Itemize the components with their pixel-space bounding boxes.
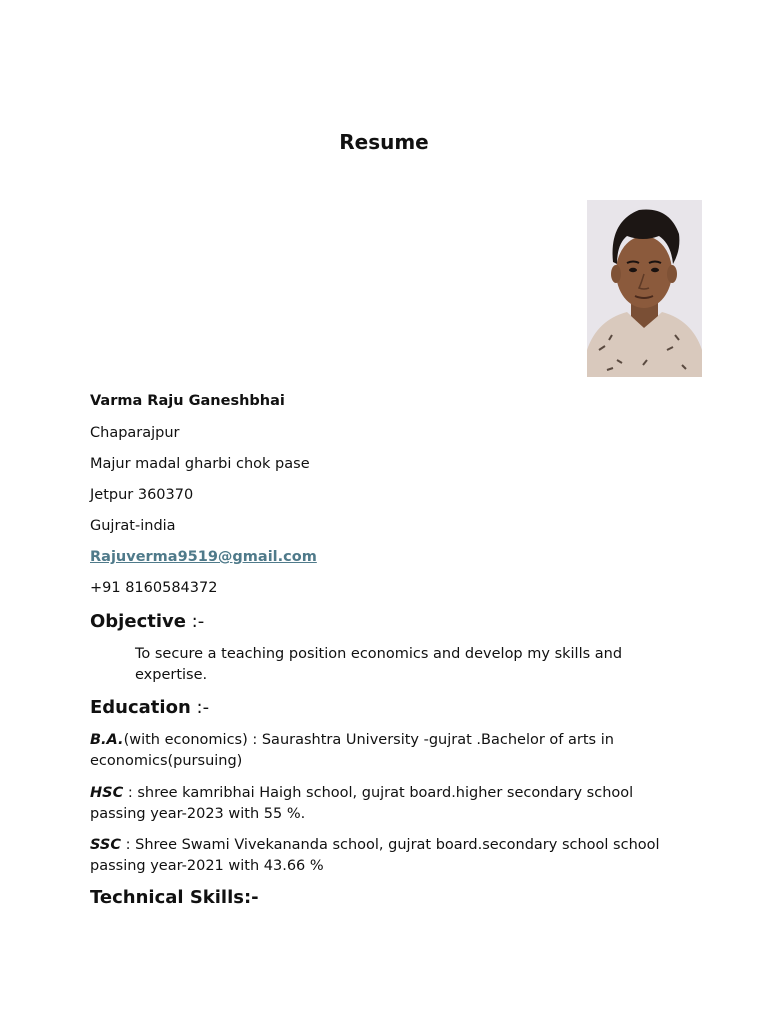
education-degree: HSC: [90, 785, 124, 801]
city-pin: Jetpur 360370: [90, 487, 194, 503]
objective-heading-label: Objective: [90, 611, 186, 632]
objective-heading: [90, 611, 204, 633]
state-country: Gujrat-india: [90, 518, 176, 534]
education-heading-label: Education: [90, 697, 191, 718]
technical-skills-heading: Technical Skills:-: [90, 887, 259, 908]
education-detail: : shree kamribhai Haigh school, gujrat board.higher secondary school passing year-2023 with 55 %.: [90, 785, 634, 822]
address-line-2: Majur madal gharbi chok pase: [90, 456, 310, 472]
candidate-name: Varma Raju Ganeshbhai: [90, 393, 285, 409]
education-item-ssc: [90, 835, 680, 877]
phone-number: +91 8160584372: [90, 580, 218, 596]
address-line-1: Chaparajpur: [90, 425, 180, 441]
education-degree: SSC: [90, 837, 122, 853]
page-title: Resume: [339, 130, 429, 154]
education-item-ba: [90, 730, 680, 772]
profile-photo-image: [587, 200, 702, 377]
education-detail: (with economics) : Saurashtra University -gujrat .Bachelor of arts in economics(pursuing): [90, 732, 614, 769]
education-degree: B.A.: [90, 732, 124, 748]
education-heading: [90, 697, 209, 719]
education-item-hsc: [90, 783, 680, 825]
email-link[interactable]: Rajuverma9519@gmail.com: [90, 549, 317, 565]
objective-text: To secure a teaching position economics and develop my skills and expertise.: [135, 646, 623, 683]
profile-photo: [587, 200, 702, 377]
education-detail: : Shree Swami Vivekananda school, gujrat board.secondary school school passing year-2021 with 43.66 %: [90, 837, 660, 874]
education-heading-separator: :-: [190, 697, 210, 718]
objective-heading-separator: :-: [185, 611, 205, 632]
